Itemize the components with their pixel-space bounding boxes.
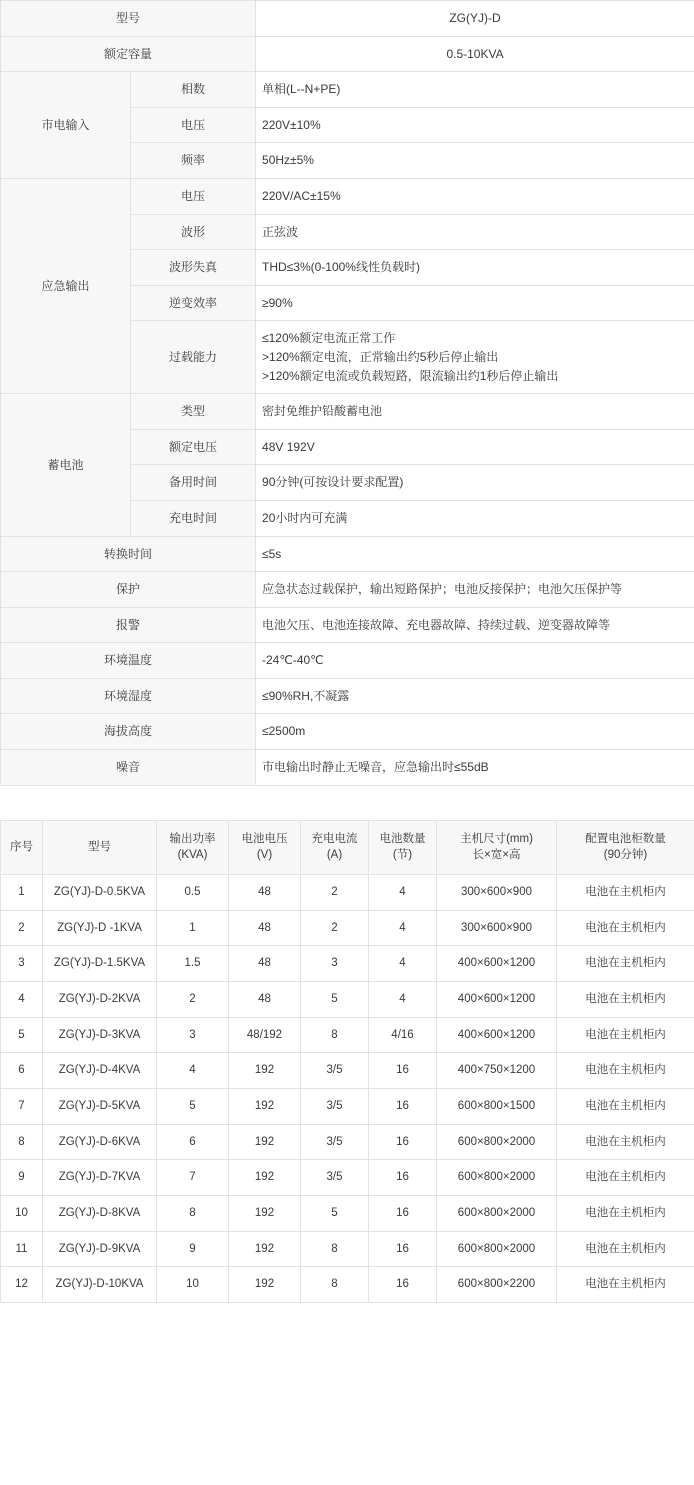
cell-index: 8 <box>1 1124 43 1160</box>
cell-index: 9 <box>1 1160 43 1196</box>
cell-charge-current: 3/5 <box>301 1124 369 1160</box>
cell-dimensions: 300×600×900 <box>437 910 557 946</box>
cell-charge-current: 8 <box>301 1231 369 1267</box>
cell-dimensions: 600×800×2200 <box>437 1267 557 1303</box>
header-line: 电池电压 <box>241 832 288 845</box>
cell-model: ZG(YJ)-D-9KVA <box>43 1231 157 1267</box>
spec-value: 市电输出时静止无噪音，应急输出时≤55dB <box>256 750 694 786</box>
spec-value: 单相(L--N+PE) <box>256 72 694 108</box>
cell-battery-count: 4/16 <box>369 1017 437 1053</box>
table-row <box>1 607 694 643</box>
spec-value: THD≤3%(0-100%线性负载时) <box>256 250 694 286</box>
spec-value: -24℃-40℃ <box>256 643 694 679</box>
spec-label: 报警 <box>1 607 256 643</box>
cell-cabinet-count: 电池在主机柜内 <box>557 1124 694 1160</box>
table-row <box>1 36 694 72</box>
spec-label: 过载能力 <box>131 321 256 394</box>
cell-model: ZG(YJ)-D-1.5KVA <box>43 946 157 982</box>
header-line: 序号 <box>10 840 33 853</box>
spec-group-label: 应急输出 <box>1 178 131 393</box>
cell-output-power: 0.5 <box>157 875 229 911</box>
spec-value-line: ≤120%额定电流正常工作 <box>262 331 396 346</box>
header-line: (V) <box>256 849 273 862</box>
cell-charge-current: 3/5 <box>301 1053 369 1089</box>
cell-model: ZG(YJ)-D-4KVA <box>43 1053 157 1089</box>
cell-model: ZG(YJ)-D-3KVA <box>43 1017 157 1053</box>
cell-battery-count: 16 <box>369 1124 437 1160</box>
cell-output-power: 7 <box>157 1160 229 1196</box>
cell-output-power: 2 <box>157 982 229 1018</box>
header-line: 输出功率 <box>169 832 216 845</box>
cell-index: 11 <box>1 1231 43 1267</box>
cell-output-power: 1 <box>157 910 229 946</box>
column-header-battery-count <box>369 820 437 874</box>
cell-dimensions: 400×600×1200 <box>437 982 557 1018</box>
spec-value: 正弦波 <box>256 214 694 250</box>
cell-charge-current: 3 <box>301 946 369 982</box>
cell-battery-count: 16 <box>369 1053 437 1089</box>
table-row <box>1 678 694 714</box>
model-table-body <box>1 875 694 1303</box>
spec-label: 噪音 <box>1 750 256 786</box>
cell-model: ZG(YJ)-D-8KVA <box>43 1196 157 1232</box>
column-header-model <box>43 820 157 874</box>
spec-label: 环境温度 <box>1 643 256 679</box>
cell-model: ZG(YJ)-D-0.5KVA <box>43 875 157 911</box>
cell-battery-count: 4 <box>369 875 437 911</box>
cell-cabinet-count: 电池在主机柜内 <box>557 1196 694 1232</box>
spec-value: 0.5-10KVA <box>256 36 694 72</box>
spec-label: 额定容量 <box>1 36 256 72</box>
spec-label: 型号 <box>1 1 256 37</box>
spec-group-label: 市电输入 <box>1 72 131 179</box>
header-line: 主机尺寸(mm) <box>460 832 533 845</box>
spec-label: 环境湿度 <box>1 678 256 714</box>
table-row <box>1 1231 694 1267</box>
header-line: (A) <box>326 849 343 862</box>
column-header-battery-voltage <box>229 820 301 874</box>
spec-label: 逆变效率 <box>131 285 256 321</box>
cell-dimensions: 400×750×1200 <box>437 1053 557 1089</box>
spec-value: 48V 192V <box>256 429 694 465</box>
section-divider <box>0 786 694 820</box>
cell-battery-voltage: 192 <box>229 1124 301 1160</box>
spec-label: 电压 <box>131 107 256 143</box>
table-row <box>1 982 694 1018</box>
cell-battery-voltage: 192 <box>229 1196 301 1232</box>
cell-index: 4 <box>1 982 43 1018</box>
cell-index: 12 <box>1 1267 43 1303</box>
cell-output-power: 4 <box>157 1053 229 1089</box>
spec-label: 波形失真 <box>131 250 256 286</box>
cell-charge-current: 2 <box>301 910 369 946</box>
table-row <box>1 1 694 37</box>
header-line: 充电电流 <box>311 832 358 845</box>
spec-label: 波形 <box>131 214 256 250</box>
cell-cabinet-count: 电池在主机柜内 <box>557 946 694 982</box>
spec-value-line: >120%额定电流或负载短路，限流输出约1秒后停止输出 <box>262 368 559 383</box>
cell-battery-count: 16 <box>369 1089 437 1125</box>
spec-value: ≤90%RH,不凝露 <box>256 678 694 714</box>
header-line: 配置电池柜数量 <box>585 832 666 845</box>
spec-label: 海拔高度 <box>1 714 256 750</box>
table-row <box>1 714 694 750</box>
table-row <box>1 72 694 108</box>
spec-value: ZG(YJ)-D <box>256 1 694 37</box>
cell-battery-voltage: 48/192 <box>229 1017 301 1053</box>
cell-index: 7 <box>1 1089 43 1125</box>
cell-dimensions: 600×800×2000 <box>437 1160 557 1196</box>
cell-index: 10 <box>1 1196 43 1232</box>
table-row <box>1 946 694 982</box>
cell-index: 1 <box>1 875 43 911</box>
spec-label: 频率 <box>131 143 256 179</box>
cell-battery-count: 16 <box>369 1267 437 1303</box>
cell-battery-voltage: 192 <box>229 1267 301 1303</box>
spec-label: 充电时间 <box>131 500 256 536</box>
table-row <box>1 1196 694 1232</box>
column-header-output-power <box>157 820 229 874</box>
cell-cabinet-count: 电池在主机柜内 <box>557 1089 694 1125</box>
cell-dimensions: 600×800×2000 <box>437 1124 557 1160</box>
column-header-cabinet-count <box>557 820 694 874</box>
cell-battery-voltage: 48 <box>229 946 301 982</box>
spec-value: ≥90% <box>256 285 694 321</box>
spec-label: 保护 <box>1 572 256 608</box>
cell-cabinet-count: 电池在主机柜内 <box>557 1231 694 1267</box>
spec-value: 密封免维护铅酸蓄电池 <box>256 394 694 430</box>
cell-charge-current: 5 <box>301 1196 369 1232</box>
cell-output-power: 8 <box>157 1196 229 1232</box>
cell-battery-count: 4 <box>369 982 437 1018</box>
cell-cabinet-count: 电池在主机柜内 <box>557 1160 694 1196</box>
table-row <box>1 1267 694 1303</box>
header-line: (KVA) <box>177 849 208 862</box>
spec-value: 220V±10% <box>256 107 694 143</box>
cell-battery-count: 16 <box>369 1231 437 1267</box>
cell-index: 3 <box>1 946 43 982</box>
table-row <box>1 572 694 608</box>
cell-charge-current: 8 <box>301 1267 369 1303</box>
spec-value: 20小时内可充满 <box>256 500 694 536</box>
table-row <box>1 394 694 430</box>
cell-cabinet-count: 电池在主机柜内 <box>557 1017 694 1053</box>
cell-index: 5 <box>1 1017 43 1053</box>
cell-charge-current: 3/5 <box>301 1160 369 1196</box>
spec-group-label: 蓄电池 <box>1 394 131 536</box>
cell-battery-count: 16 <box>369 1196 437 1232</box>
spec-value: ≤2500m <box>256 714 694 750</box>
cell-battery-voltage: 192 <box>229 1053 301 1089</box>
cell-cabinet-count: 电池在主机柜内 <box>557 875 694 911</box>
cell-model: ZG(YJ)-D-6KVA <box>43 1124 157 1160</box>
cell-charge-current: 8 <box>301 1017 369 1053</box>
table-row <box>1 1124 694 1160</box>
column-header-index <box>1 820 43 874</box>
model-list-table <box>0 820 694 1303</box>
cell-output-power: 10 <box>157 1267 229 1303</box>
spec-value-line: >120%额定电流，正常输出约5秒后停止输出 <box>262 349 499 364</box>
column-header-dimensions <box>437 820 557 874</box>
cell-output-power: 1.5 <box>157 946 229 982</box>
table-row <box>1 750 694 786</box>
cell-battery-voltage: 48 <box>229 910 301 946</box>
cell-cabinet-count: 电池在主机柜内 <box>557 1267 694 1303</box>
cell-index: 2 <box>1 910 43 946</box>
spec-label: 额定电压 <box>131 429 256 465</box>
spec-value: 90分钟(可按设计要求配置) <box>256 465 694 501</box>
spec-label: 类型 <box>131 394 256 430</box>
header-line: (节) <box>392 849 413 862</box>
table-header-row <box>1 820 694 874</box>
table-row <box>1 536 694 572</box>
spec-label: 转换时间 <box>1 536 256 572</box>
cell-dimensions: 300×600×900 <box>437 875 557 911</box>
header-line: 长×宽×高 <box>472 849 521 862</box>
cell-battery-voltage: 48 <box>229 875 301 911</box>
cell-battery-voltage: 192 <box>229 1231 301 1267</box>
header-line: 型号 <box>88 840 111 853</box>
spec-label: 电压 <box>131 178 256 214</box>
cell-cabinet-count: 电池在主机柜内 <box>557 910 694 946</box>
header-line: 电池数量 <box>379 832 426 845</box>
spec-label: 备用时间 <box>131 465 256 501</box>
cell-battery-count: 4 <box>369 946 437 982</box>
cell-dimensions: 600×800×1500 <box>437 1089 557 1125</box>
cell-model: ZG(YJ)-D -1KVA <box>43 910 157 946</box>
spec-value: 220V/AC±15% <box>256 178 694 214</box>
cell-charge-current: 5 <box>301 982 369 1018</box>
cell-battery-voltage: 48 <box>229 982 301 1018</box>
cell-output-power: 9 <box>157 1231 229 1267</box>
table-row <box>1 875 694 911</box>
spec-value: ≤5s <box>256 536 694 572</box>
cell-model: ZG(YJ)-D-10KVA <box>43 1267 157 1303</box>
table-row <box>1 1160 694 1196</box>
cell-battery-voltage: 192 <box>229 1160 301 1196</box>
cell-cabinet-count: 电池在主机柜内 <box>557 982 694 1018</box>
cell-dimensions: 400×600×1200 <box>437 946 557 982</box>
cell-model: ZG(YJ)-D-5KVA <box>43 1089 157 1125</box>
cell-dimensions: 400×600×1200 <box>437 1017 557 1053</box>
cell-output-power: 3 <box>157 1017 229 1053</box>
spec-value-multiline <box>256 321 694 394</box>
table-row <box>1 1017 694 1053</box>
table-row <box>1 1089 694 1125</box>
column-header-charge-current <box>301 820 369 874</box>
spec-value: 应急状态过载保护，输出短路保护；电池反接保护；电池欠压保护等 <box>256 572 694 608</box>
cell-battery-count: 4 <box>369 910 437 946</box>
cell-charge-current: 3/5 <box>301 1089 369 1125</box>
table-row <box>1 643 694 679</box>
table-row <box>1 178 694 214</box>
cell-charge-current: 2 <box>301 875 369 911</box>
cell-model: ZG(YJ)-D-2KVA <box>43 982 157 1018</box>
cell-dimensions: 600×800×2000 <box>437 1196 557 1232</box>
header-line: (90分钟) <box>603 849 648 862</box>
spec-value: 电池欠压、电池连接故障、充电器故障、持续过载、逆变器故障等 <box>256 607 694 643</box>
cell-output-power: 6 <box>157 1124 229 1160</box>
cell-battery-count: 16 <box>369 1160 437 1196</box>
table-row <box>1 910 694 946</box>
spec-value: 50Hz±5% <box>256 143 694 179</box>
table-row <box>1 1053 694 1089</box>
spec-label: 相数 <box>131 72 256 108</box>
cell-cabinet-count: 电池在主机柜内 <box>557 1053 694 1089</box>
cell-model: ZG(YJ)-D-7KVA <box>43 1160 157 1196</box>
cell-output-power: 5 <box>157 1089 229 1125</box>
cell-dimensions: 600×800×2000 <box>437 1231 557 1267</box>
cell-index: 6 <box>1 1053 43 1089</box>
cell-battery-voltage: 192 <box>229 1089 301 1125</box>
